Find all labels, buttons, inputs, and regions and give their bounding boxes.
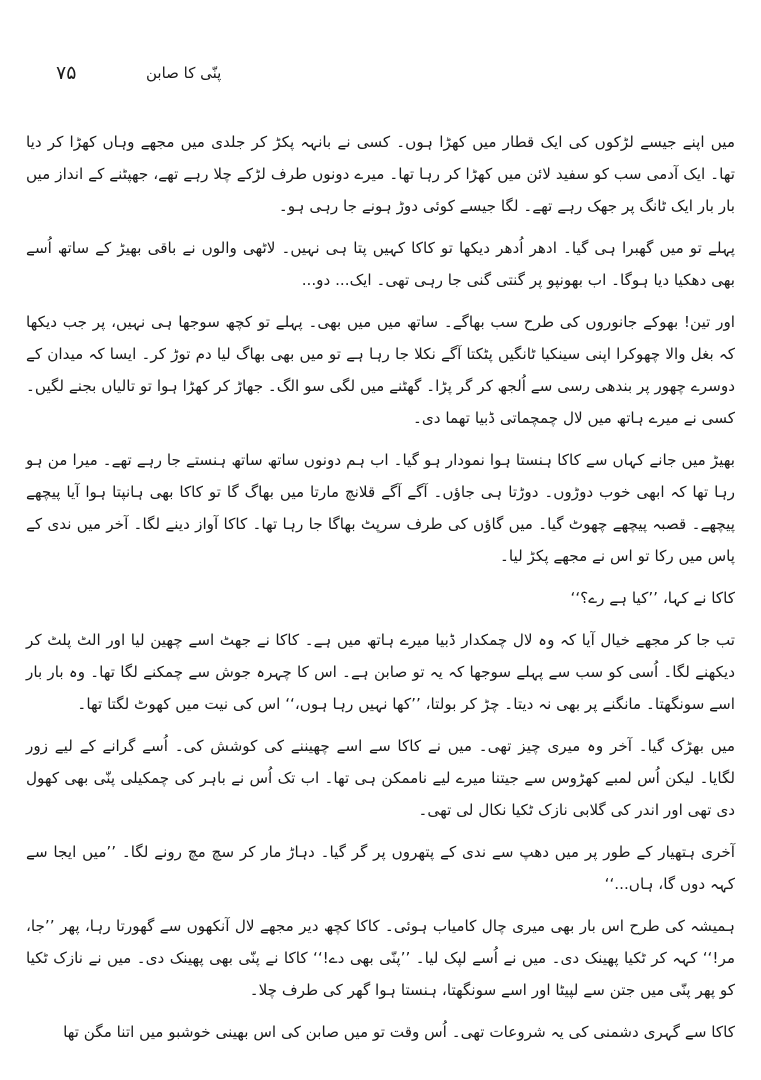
paragraph: میں بھڑک گیا۔ آخر وہ میری چیز تھی۔ میں نے کاکا سے اسے چھیننے کی کوشش کی۔ اُسے گرانے کے لیے زور لگایا۔ لیکن اُس لمبے کھڑوس سے جیتنا میرے لیے ناممکن ہی تھا۔ اب تک اُس نے باہر کی چمکیلی پنّی بھی کھول دی تھی اور اندر کی گلابی نازک ٹکیا نکال لی تھی۔: [26, 737, 735, 819]
paragraph: تب جا کر مجھے خیال آیا کہ وہ لال چمکدار ڈبیا میرے ہاتھ میں ہے۔ کاکا نے جھٹ اسے چھین لیا اور الٹ پلٹ کر دیکھنے لگا۔ اُسی کو سب سے پہلے سوجھا کہ یہ تو صابن ہے۔ اس کا چہرہ جوش سے چمکنے لگا تھا۔ وہ بار بار اسے سونگھتا۔ مانگنے پر بھی نہ دیتا۔ چڑ کر بولتا، ’’کھا نہیں رہا ہوں،‘‘ اس کی نیت میں کھوٹ لگتا تھا۔: [26, 631, 735, 713]
page-header: [26, 58, 735, 98]
paragraph: کاکا نے کہا، ’’کیا ہے رے؟‘‘: [570, 589, 735, 607]
paragraph: آخری ہتھیار کے طور پر میں دھپ سے ندی کے پتھروں پر گر گیا۔ دہاڑ مار کر سچ مچ رونے لگا۔ ’’میں ایجا سے کہہ دوں گا، ہاں...‘‘: [26, 843, 735, 893]
paragraph: میں اپنے جیسے لڑکوں کی ایک قطار میں کھڑا ہوں۔ کسی نے بانہہ پکڑ کر جلدی میں مجھے وہاں کھڑا کر دیا تھا۔ ایک آدمی سب کو سفید لائن میں کھڑا کر رہا تھا۔ میرے دونوں طرف لڑکے چلا رہے تھے، جھپٹنے کے انداز میں بار بار ایک ٹانگ پر جھک رہے تھے۔ لگا جیسے کوئی دوڑ ہونے جا رہی ہو۔: [26, 133, 735, 215]
paragraph: بھیڑ میں جانے کہاں سے کاکا ہنستا ہوا نمودار ہو گیا۔ اب ہم دونوں ساتھ ساتھ ہنستے جا رہے تھے۔ میرا من ہو رہا تھا کہ ابھی خوب دوڑوں۔ دوڑتا ہی جاؤں۔ آگے آگے قلانچ مارتا میں بھاگ گا تو کاکا بھی ہانپتا ہوا آیا پیچھے پیچھے۔ قصبہ پیچھے چھوٹ گیا۔ میں گاؤں کی طرف سرپٹ بھاگا جا رہا تھا۔ کاکا آواز دینے لگا۔ آخر میں ندی کے پاس میں رکا تو اس نے مجھے پکڑ لیا۔: [26, 451, 735, 565]
page-number: ۷۵: [56, 62, 77, 84]
running-title: پنّی کا صابن: [146, 64, 222, 82]
paragraph: ہمیشہ کی طرح اس بار بھی میری چال کامیاب ہوئی۔ کاکا کچھ دیر مجھے لال آنکھوں سے گھورتا رہا، پھر ’’جا، مر!‘‘ کہہ کر ٹکیا پھینک دی۔ میں نے اُسے لپک لیا۔ ’’پنّی بھی دے!‘‘ کاکا نے پنّی بھی پھینک دی۔ میں نے نازک ٹکیا کو پھر پنّی میں جتن سے لپیٹا اور اسے سونگھتا، ہنستا ہوا گھر کی طرف چلا۔: [26, 917, 735, 999]
paragraph: پہلے تو میں گھبرا ہی گیا۔ ادھر اُدھر دیکھا تو کاکا کہیں پتا ہی نہیں۔ لاٹھی والوں نے باقی بھیڑ کے ساتھ اُسے بھی دھکیا دیا ہوگا۔ اب بھونپو پر گنتی گنی جا رہی تھی۔ ایک... دو...: [26, 239, 735, 289]
body-text: [26, 126, 735, 1048]
paragraph: کاکا سے گہری دشمنی کی یہ شروعات تھی۔ اُس وقت تو میں صابن کی اس بھینی خوشبو میں اتنا مگن تھا: [63, 1023, 735, 1041]
paragraph: اور تین! بھوکے جانوروں کی طرح سب بھاگے۔ ساتھ میں میں بھی۔ پہلے تو کچھ سوجھا ہی نہیں، پر جب دیکھا کہ بغل والا چھوکرا اپنی سینکیا ٹانگیں پٹکتا آگے نکلا جا رہا ہے تو میں بھی بھاگ لیا دم توڑ کر۔ ایسا کہ میدان کے دوسرے چھور پر بندھی رسی سے اُلجھ کر گر پڑا۔ گھٹنے میں لگی سو الگ۔ جھاڑ کر کھڑا ہوا تو تالیاں بجنے لگیں۔ کسی نے میرے ہاتھ میں لال چمچماتی ڈبیا تھما دی۔: [26, 313, 735, 427]
